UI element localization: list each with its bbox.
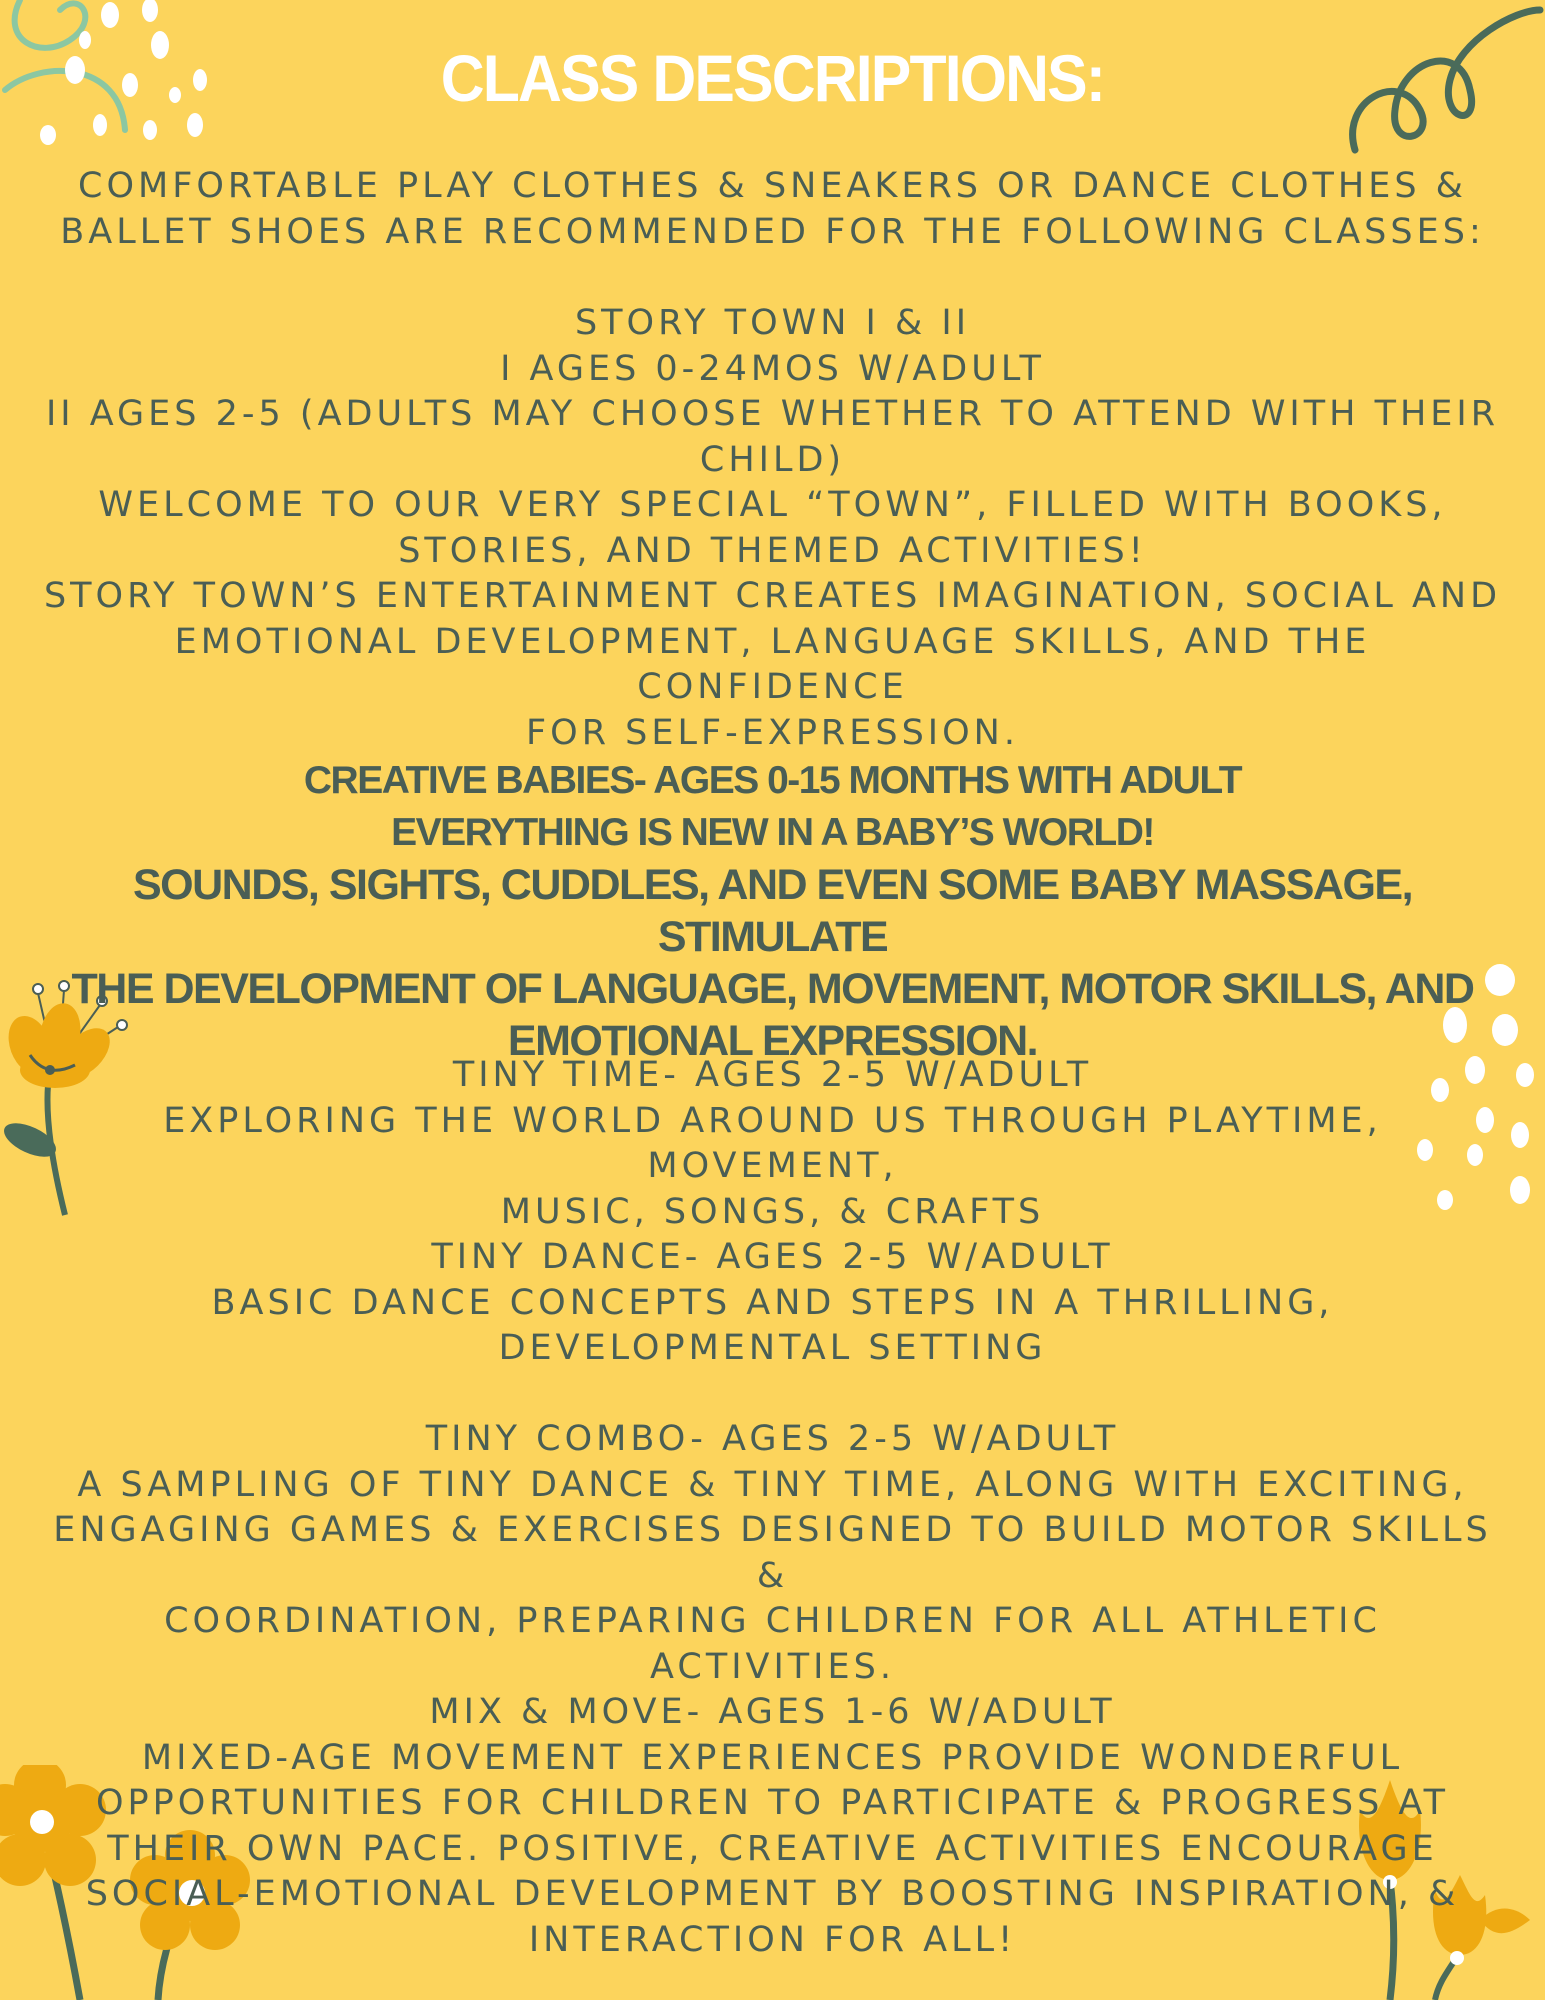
tiny-dance-section <box>40 1235 1505 1372</box>
section-line: THE DEVELOPMENT OF LANGUAGE, MOVEMENT, MOTOR SKILLS, AND <box>71 965 1474 1013</box>
section-line: COORDINATION, PREPARING CHILDREN FOR ALL ATHLETIC <box>164 1601 1381 1641</box>
section-line: A SAMPLING OF TINY DANCE & TINY TIME, ALONG WITH EXCITING, <box>77 1464 1468 1505</box>
intro-line: BALLET SHOES ARE RECOMMENDED FOR THE FOLLOWING CLASSES: <box>60 211 1485 252</box>
section-line: STORIES, AND THEMED ACTIVITIES! <box>398 530 1147 571</box>
intro-line: COMFORTABLE PLAY CLOTHES & SNEAKERS OR DANCE CLOTHES & <box>78 166 1467 206</box>
tiny-combo-section <box>40 1417 1505 1690</box>
section-line: OPPORTUNITIES FOR CHILDREN TO PARTICIPATE & PROGRESS AT <box>95 1783 1450 1823</box>
creative-babies-section <box>40 755 1505 1067</box>
section-line: INTERACTION FOR ALL! <box>528 1919 1017 1960</box>
section-line: ACTIVITIES. <box>650 1646 895 1687</box>
story-town-section <box>40 301 1505 756</box>
section-line: THEIR OWN PACE. POSITIVE, CREATIVE ACTIVITIES ENCOURAGE <box>107 1828 1438 1869</box>
tiny-time-section <box>40 1053 1505 1235</box>
section-line: EXPLORING THE WORLD AROUND US THROUGH PLAYTIME, MOVEMENT, <box>163 1100 1382 1186</box>
section-heading: MIX & MOVE- AGES 1-6 W/ADULT <box>429 1692 1116 1732</box>
section-line: ENGAGING GAMES & EXERCISES DESIGNED TO BUILD MOTOR SKILLS & <box>53 1510 1492 1596</box>
page-title: CLASS DESCRIPTIONS: <box>440 41 1105 115</box>
section-line: FOR SELF-EXPRESSION. <box>526 712 1019 753</box>
section-line: II AGES 2-5 (ADULTS MAY CHOOSE WHETHER TO ATTEND WITH THEIR <box>45 394 1500 434</box>
section-line: STORY TOWN’S ENTERTAINMENT CREATES IMAGINATION, SOCIAL AND <box>43 576 1502 616</box>
section-line: MUSIC, SONGS, & CRAFTS <box>500 1191 1045 1232</box>
section-line: I AGES 0-24MOS W/ADULT <box>500 348 1045 389</box>
section-heading: STORY TOWN I & II <box>574 303 971 343</box>
section-heading: TINY COMBO- AGES 2-5 W/ADULT <box>425 1419 1120 1459</box>
section-heading: TINY TIME- AGES 2-5 W/ADULT <box>452 1055 1093 1095</box>
section-line: MIXED-AGE MOVEMENT EXPERIENCES PROVIDE WONDERFUL <box>141 1737 1404 1778</box>
section-line: EMOTIONAL DEVELOPMENT, LANGUAGE SKILLS, AND THE CONFIDENCE <box>174 621 1371 707</box>
section-line: WELCOME TO OUR VERY SPECIAL “TOWN”, FILLED WITH BOOKS, <box>98 485 1447 525</box>
section-heading: CREATIVE BABIES- AGES 0-15 MONTHS WITH ADULT <box>303 759 1242 802</box>
mix-move-section <box>40 1690 1505 1963</box>
intro-text <box>40 164 1505 255</box>
section-line: EMOTIONAL EXPRESSION. <box>507 1017 1038 1065</box>
section-line: SOUNDS, SIGHTS, CUDDLES, AND EVEN SOME BABY MASSAGE, STIMULATE <box>132 861 1413 961</box>
section-line: EVERYTHING IS NEW IN A BABY’S WORLD! <box>391 811 1154 854</box>
section-line: CHILD) <box>699 439 846 480</box>
section-line: DEVELOPMENTAL SETTING <box>498 1328 1047 1368</box>
section-heading: TINY DANCE- AGES 2-5 W/ADULT <box>431 1237 1114 1277</box>
section-line: BASIC DANCE CONCEPTS AND STEPS IN A THRILLING, <box>211 1282 1334 1323</box>
section-line: SOCIAL-EMOTIONAL DEVELOPMENT BY BOOSTING INSPIRATION, & <box>85 1874 1460 1914</box>
